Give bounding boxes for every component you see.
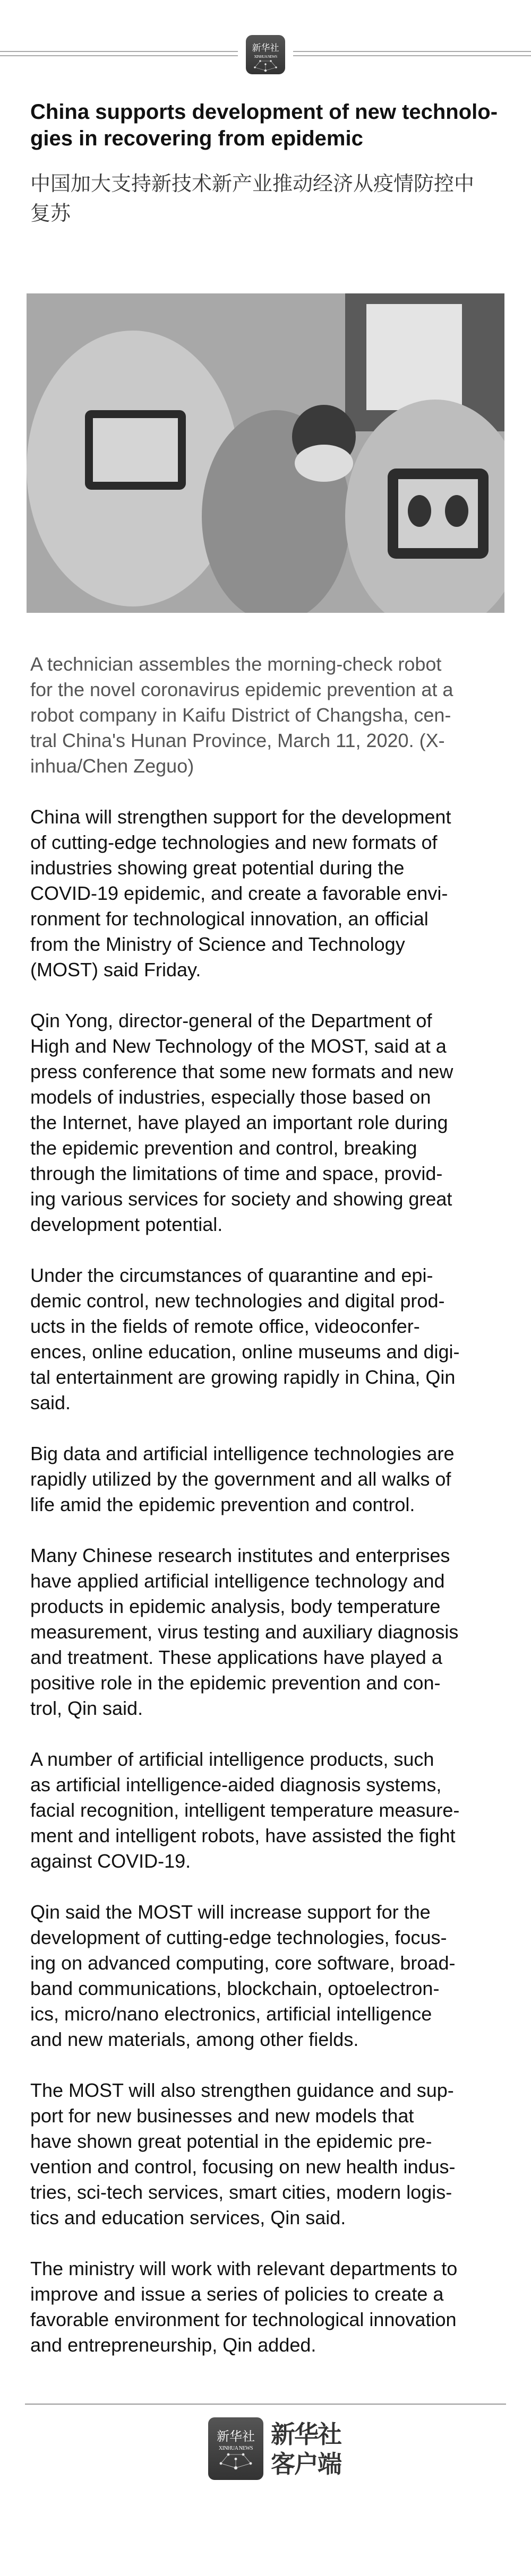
footer-app-name-line: 新华社: [271, 2420, 341, 2449]
footer-rule: [25, 2404, 506, 2405]
body-paragraph: [30, 2078, 508, 2231]
paragraph-line: ing various services for society and showing great: [30, 1188, 452, 1210]
paragraph-line: ment and intelligent robots, have assisted the fight: [30, 1825, 456, 1846]
footer-app-name-line: 客户端: [271, 2450, 341, 2478]
logo-cn-text: 新华社: [252, 43, 279, 54]
caption-line: tral China's Hunan Province, March 11, 2020. (X-: [30, 730, 445, 751]
title-cn-line: 复苏: [30, 202, 71, 225]
paragraph-line: said.: [30, 1392, 71, 1413]
paragraph-line: ences, online education, online museums and digi-: [30, 1341, 460, 1363]
paragraph-line: against COVID-19.: [30, 1850, 191, 1872]
paragraph-line: rapidly utilized by the government and all walks of: [30, 1468, 451, 1490]
paragraph-line: the Internet, have played an important role during: [30, 1112, 448, 1133]
paragraph-line: press conference that some new formats and new: [30, 1061, 453, 1082]
paragraph-line: The ministry will work with relevant departments to: [30, 2258, 458, 2279]
paragraph-line: tries, sci-tech services, smart cities, modern logis-: [30, 2181, 452, 2203]
caption-line: for the novel coronavirus epidemic prevention at a: [30, 679, 453, 700]
paragraph-line: life amid the epidemic prevention and control.: [30, 1494, 415, 1515]
paragraph-line: tics and education services, Qin said.: [30, 2207, 346, 2228]
paragraph-line: China will strengthen support for the development: [30, 806, 451, 828]
paragraph-line: vention and control, focusing on new health indus-: [30, 2156, 456, 2178]
caption-line: robot company in Kaifu District of Changsha, cen-: [30, 704, 451, 726]
body-paragraph: [30, 2256, 508, 2358]
paragraph-line: port for new businesses and new models that: [30, 2105, 414, 2127]
paragraph-line: Big data and artificial intelligence technologies are: [30, 1443, 455, 1464]
paragraph-line: Many Chinese research institutes and enterprises: [30, 1545, 450, 1566]
body-paragraph: [30, 1008, 508, 1237]
paragraph-line: (MOST) said Friday.: [30, 959, 201, 981]
caption-line: A technician assembles the morning-check robot: [30, 653, 442, 675]
body-paragraph: [30, 1263, 508, 1416]
paragraph-line: development potential.: [30, 1213, 223, 1235]
paragraph-line: High and New Technology of the MOST, said at a: [30, 1035, 447, 1057]
paragraph-line: and treatment. These applications have played a: [30, 1646, 442, 1668]
caption-line: inhua/Chen Zeguo): [30, 755, 194, 777]
title-cn-line: 中国加大支持新技术新产业推动经济从疫情防控中: [30, 172, 475, 195]
body-paragraph: [30, 1747, 508, 1874]
paragraph-line: demic control, new technologies and digital prod-: [30, 1290, 445, 1312]
body-paragraph: [30, 1543, 508, 1721]
paragraph-line: positive role in the epidemic prevention and con-: [30, 1672, 441, 1694]
header-rule-left: [0, 51, 238, 56]
title-line: gies in recovering from epidemic: [30, 127, 363, 150]
paragraph-line: the epidemic prevention and control, breaking: [30, 1137, 417, 1159]
footer-logo-cn-text: 新华社: [217, 2429, 255, 2444]
article-photo: [27, 293, 504, 613]
paragraph-line: of cutting-edge technologies and new formats of: [30, 831, 438, 853]
network-globe-icon: [213, 2451, 258, 2473]
paragraph-line: facial recognition, intelligent temperature measure-: [30, 1799, 460, 1821]
paragraph-line: development of cutting-edge technologies, focus-: [30, 1927, 447, 1948]
photo-robot-technician-icon: [27, 293, 504, 613]
body-paragraph: [30, 1900, 508, 2052]
paragraph-line: favorable environment for technological innovation: [30, 2309, 457, 2330]
paragraph-line: ronment for technological innovation, an official: [30, 908, 429, 930]
footer-logo-en-text: XINHUA NEWS: [218, 2445, 253, 2451]
paragraph-line: Under the circumstances of quarantine and epi-: [30, 1264, 433, 1286]
paragraph-line: and entrepreneurship, Qin added.: [30, 2334, 316, 2356]
paragraph-line: ucts in the fields of remote office, videoconfer-: [30, 1315, 420, 1337]
paragraph-line: ics, micro/nano electronics, artificial intelligence: [30, 2003, 432, 2025]
paragraph-line: and new materials, among other fields.: [30, 2028, 359, 2050]
paragraph-line: COVID-19 epidemic, and create a favorable envi-: [30, 882, 448, 904]
paragraph-line: from the Ministry of Science and Technology: [30, 933, 405, 955]
paragraph-line: have shown great potential in the epidemic pre-: [30, 2130, 432, 2152]
paragraph-line: through the limitations of time and space, provid-: [30, 1163, 443, 1184]
paragraph-line: have applied artificial intelligence technology and: [30, 1570, 445, 1592]
paragraph-line: products in epidemic analysis, body temperature: [30, 1595, 441, 1617]
paragraph-line: industries showing great potential during the: [30, 857, 405, 879]
xinhua-logo: [246, 35, 285, 74]
paragraph-line: The MOST will also strengthen guidance and sup-: [30, 2079, 454, 2101]
paragraph-line: tal entertainment are growing rapidly in China, Qin: [30, 1366, 456, 1388]
header-rule-right: [293, 51, 531, 56]
paragraph-line: Qin said the MOST will increase support for the: [30, 1901, 431, 1923]
paragraph-line: improve and issue a series of policies to create a: [30, 2283, 444, 2305]
article-title-cn: [30, 169, 508, 228]
paragraph-line: trol, Qin said.: [30, 1697, 143, 1719]
paragraph-line: as artificial intelligence-aided diagnosis systems,: [30, 1774, 442, 1796]
logo-en-text: XINHUA NEWS: [254, 55, 277, 59]
photo-caption: [30, 652, 508, 779]
paragraph-line: band communications, blockchain, optoelectron-: [30, 1977, 440, 1999]
paragraph-line: A number of artificial intelligence products, such: [30, 1748, 434, 1770]
footer-app-name: [271, 2419, 341, 2479]
network-globe-icon: [250, 59, 281, 74]
footer-xinhua-logo: [208, 2417, 263, 2480]
body-paragraph: [30, 804, 508, 983]
paragraph-line: models of industries, especially those based on: [30, 1086, 431, 1108]
article-body: [30, 652, 508, 2383]
paragraph-line: measurement, virus testing and auxiliary diagnosis: [30, 1621, 459, 1643]
title-line: China supports development of new technolo-: [30, 100, 498, 124]
paragraph-line: ing on advanced computing, core software, broad-: [30, 1952, 456, 1974]
paragraph-line: Qin Yong, director-general of the Department of: [30, 1010, 432, 1031]
body-paragraph: [30, 1441, 508, 1517]
article-title: [30, 99, 508, 152]
